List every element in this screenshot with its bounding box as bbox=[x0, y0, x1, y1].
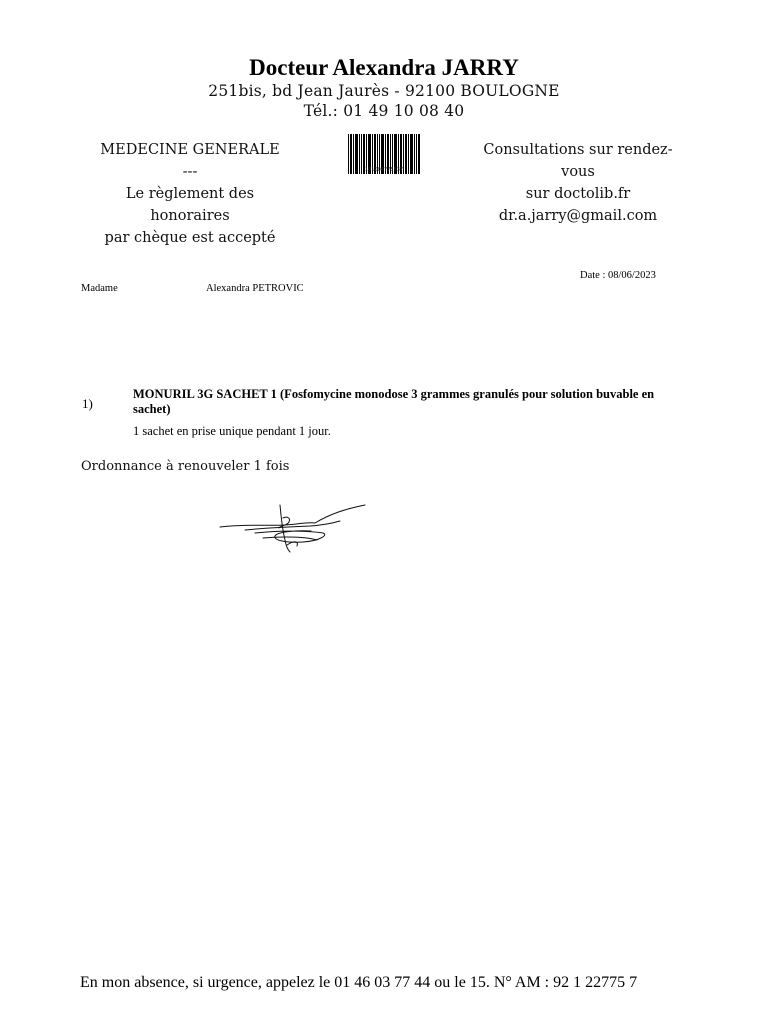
barcode-number: 101004775537 bbox=[364, 167, 404, 173]
consultation-block bbox=[478, 139, 678, 227]
doctor-name: Docteur Alexandra JARRY bbox=[249, 55, 519, 80]
payment-line: Le règlement des bbox=[125, 186, 255, 202]
renewal-note: Ordonnance à renouveler 1 fois bbox=[81, 459, 290, 474]
payment-line: par chèque est accepté bbox=[104, 230, 276, 246]
specialty-separator: --- bbox=[182, 164, 198, 180]
item-number: 1) bbox=[82, 396, 93, 411]
specialty: MEDECINE GENERALE bbox=[100, 142, 280, 158]
signature-icon bbox=[215, 500, 370, 558]
patient-name: Alexandra PETROVIC bbox=[206, 283, 304, 294]
doctor-phone: Tél.: 01 49 10 08 40 bbox=[303, 102, 465, 120]
prescription-date: Date : 08/06/2023 bbox=[580, 270, 656, 281]
doctor-email: dr.a.jarry@gmail.com bbox=[498, 208, 658, 224]
doctor-address: 251bis, bd Jean Jaurès - 92100 BOULOGNE bbox=[208, 82, 560, 100]
footer-urgency: En mon absence, si urgence, appelez le 01 46 03 77 44 ou le 15. N° AM : 92 1 22775 7 bbox=[80, 974, 638, 991]
payment-line: honoraires bbox=[150, 208, 230, 224]
item-drug: MONURIL 3G SACHET 1 (Fosfomycine monodose 3 grammes granulés pour solution buvable en sachet) bbox=[133, 387, 655, 416]
doctolib-line: sur doctolib.fr bbox=[525, 186, 631, 202]
specialty-block bbox=[80, 139, 300, 249]
item-dosage: 1 sachet en prise unique pendant 1 jour. bbox=[133, 424, 331, 438]
consultation-line: vous bbox=[561, 164, 595, 180]
patient-title: Madame bbox=[81, 283, 118, 294]
consultation-line: Consultations sur rendez- bbox=[483, 142, 673, 158]
